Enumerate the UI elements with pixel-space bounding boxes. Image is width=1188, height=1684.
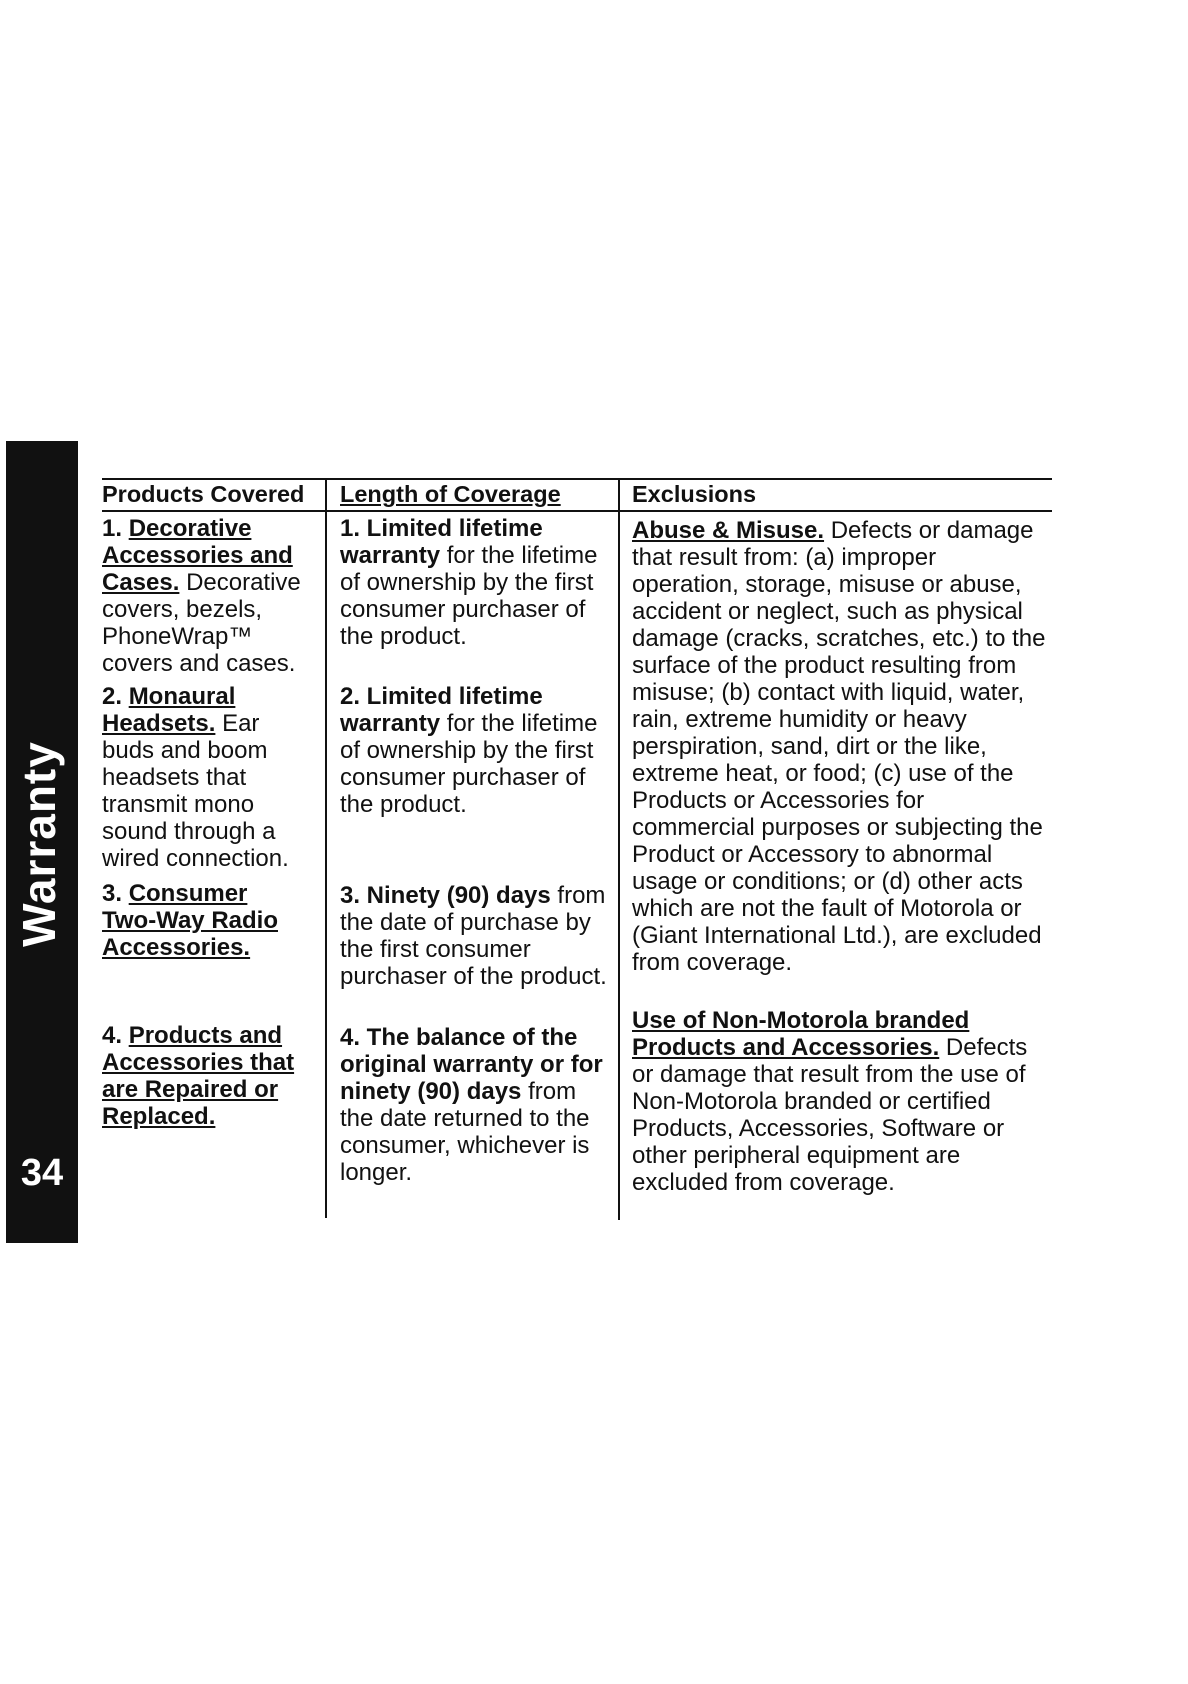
exclusion-item-2-title: Use of Non-Motorola branded Products and Accessories. — [632, 1007, 970, 1061]
column-divider-1 — [325, 478, 327, 1218]
product-item-3-title: Consumer Two-Way Radio Accessories. — [102, 880, 278, 961]
product-item-2-title: Monaural Headsets. — [102, 683, 236, 737]
product-item-4 — [102, 1022, 302, 1130]
exclusion-item-1 — [632, 517, 1047, 976]
product-item-3-num: 3. — [102, 880, 123, 907]
header-exclusions: Exclusions — [632, 481, 757, 507]
page-number: 34 — [20, 1152, 64, 1194]
coverage-item-3-text: from the date of purchase by the first consumer purchaser of the product. — [340, 882, 607, 990]
coverage-item-3 — [340, 882, 610, 990]
coverage-item-4 — [340, 1024, 610, 1186]
exclusion-item-2 — [632, 1007, 1047, 1196]
exclusion-item-1-text: Defects or damage that result from: (a) improper operation, storage, misuse or abuse, accident or neglect, such as physical damage (cracks, scratches, etc.) to the surface of the product resulting from misuse; (b) contact with liquid, water, rain, extreme humidity or heavy perspiration, sand, dirt or the like, extreme heat, or food; (c) use of the Products or Accessories for commercial purposes or subjecting the Product or Accessory to abnormal usage or conditions; or (d) other acts which are not the fault of Motorola or (Giant International Ltd.), are excluded from coverage. — [632, 517, 1046, 976]
exclusion-item-2-text: Defects or damage that result from the use of Non-Motorola branded or certified Products, Accessories, Software or other peripheral equipment are excluded from coverage. — [632, 1034, 1028, 1196]
product-item-1 — [102, 515, 317, 677]
coverage-item-2 — [340, 683, 610, 818]
side-tab-title-wrap — [3, 741, 75, 947]
product-item-3 — [102, 880, 302, 961]
coverage-item-1-bold: 1. Limited lifetime warranty — [340, 515, 543, 569]
product-item-1-title: Decorative Accessories and Cases. — [102, 515, 293, 596]
coverage-item-4-bold: 4. The balance of the original warranty or for ninety (90) days — [340, 1024, 603, 1105]
product-item-2-text: Ear buds and boom headsets that transmit mono sound through a wired connection. — [102, 710, 289, 872]
product-item-4-title: Products and Accessories that are Repaired or Replaced. — [102, 1022, 295, 1130]
product-item-1-text: Decorative covers, bezels, PhoneWrap™ covers and cases. — [102, 569, 301, 677]
side-tab-title: Warranty — [13, 741, 65, 947]
product-item-4-num: 4. — [102, 1022, 123, 1049]
coverage-item-4-text: from the date returned to the consumer, whichever is longer. — [340, 1078, 590, 1186]
header-length-of-coverage: Length of Coverage — [340, 481, 561, 507]
coverage-item-1 — [340, 515, 610, 650]
product-item-2-num: 2. — [102, 683, 123, 710]
header-products-covered: Products Covered — [102, 481, 305, 507]
coverage-item-1-text: for the lifetime of ownership by the first consumer purchaser of the product. — [340, 542, 598, 650]
product-item-1-num: 1. — [102, 515, 123, 542]
coverage-item-2-bold: 2. Limited lifetime warranty — [340, 683, 543, 737]
column-divider-2 — [618, 478, 620, 1220]
product-item-2 — [102, 683, 317, 872]
exclusion-item-1-title: Abuse & Misuse. — [632, 517, 825, 544]
coverage-item-2-text: for the lifetime of ownership by the first consumer purchaser of the product. — [340, 710, 598, 818]
coverage-item-3-bold: 3. Ninety (90) days — [340, 882, 551, 909]
